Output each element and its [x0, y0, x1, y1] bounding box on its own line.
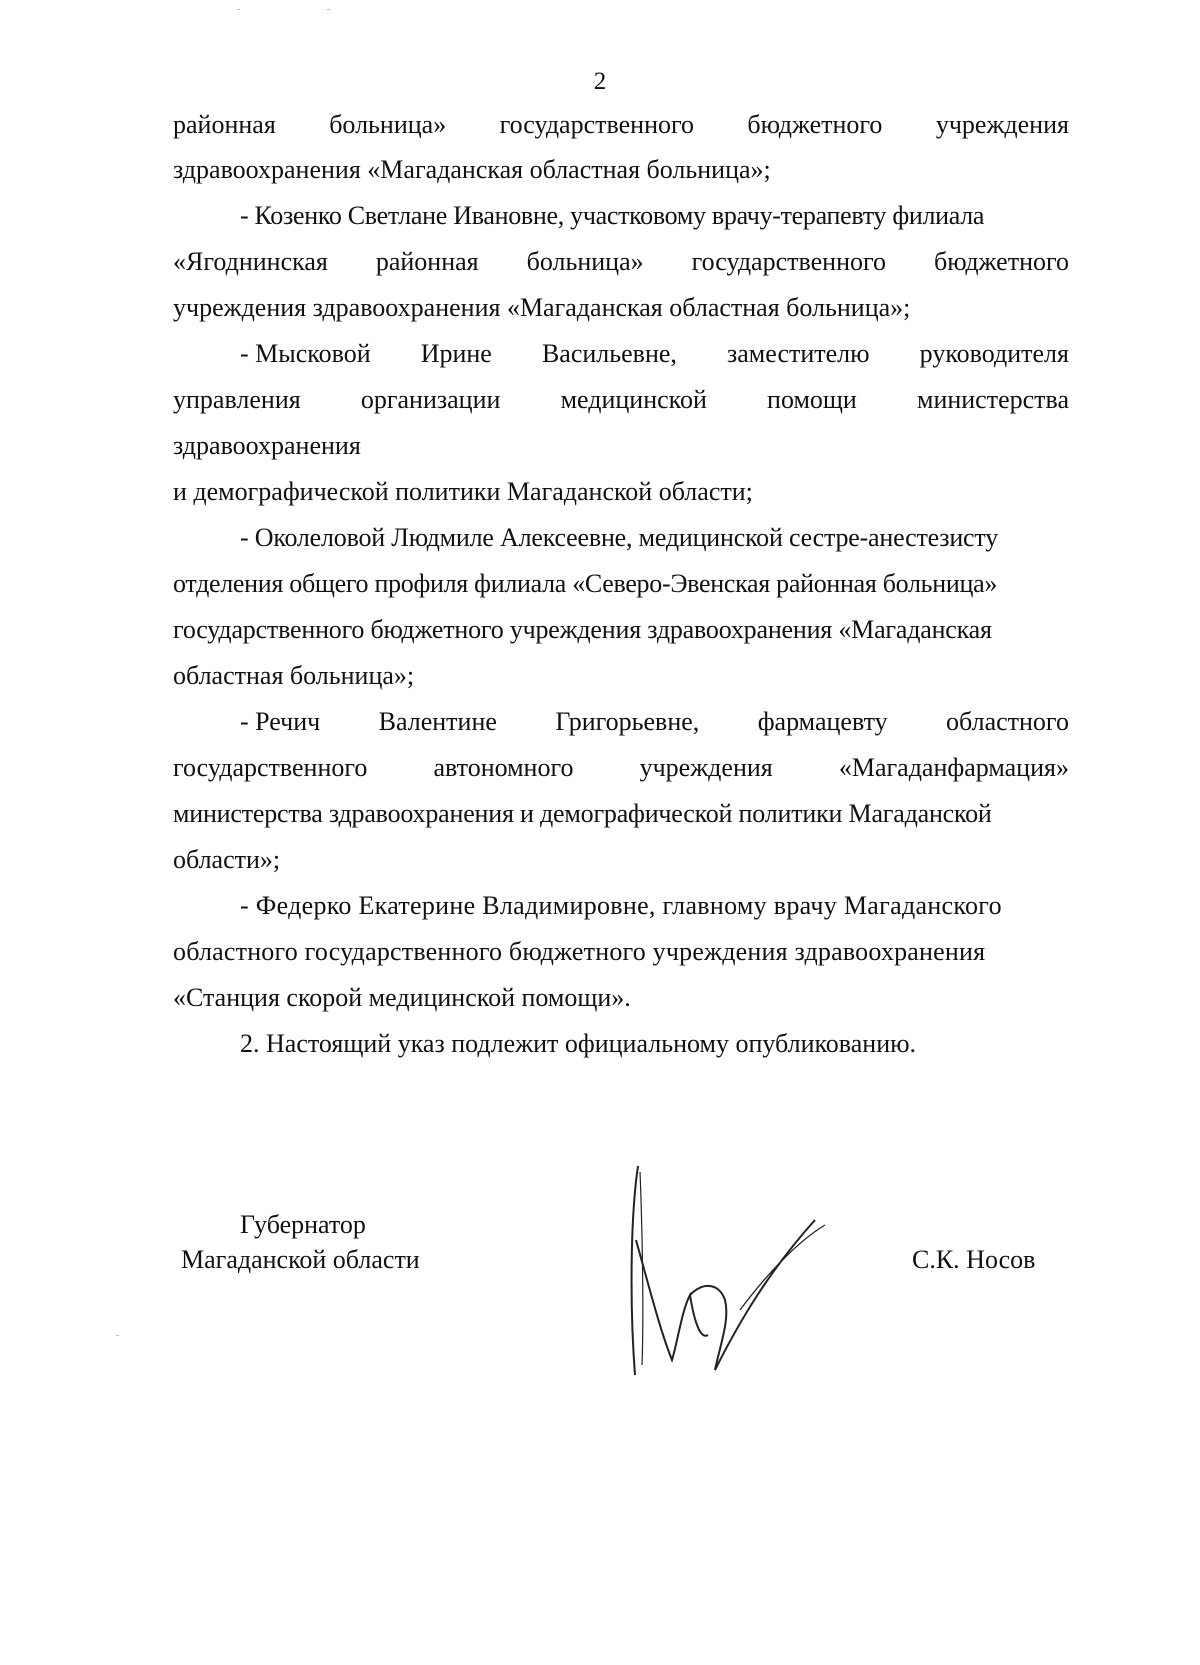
- word: - Мысковой: [240, 339, 371, 368]
- text-line: министерства здравоохранения и демографической политики Магаданской: [173, 799, 992, 828]
- text-line: [173, 249, 1069, 275]
- text-line: областного государственного бюджетного учреждения здравоохранения: [173, 937, 986, 966]
- signatory-title: [240, 1212, 366, 1238]
- word: заместителю: [727, 339, 870, 368]
- signatory-name: С.К. Носов: [912, 1245, 1036, 1274]
- word: организации: [360, 385, 501, 414]
- text-line: 2. Настоящий указ подлежит официальному опубликованию.: [240, 1029, 917, 1058]
- word: бюджетного: [933, 247, 1069, 276]
- text-line: [173, 387, 1069, 413]
- word: государственного: [173, 753, 368, 782]
- signatory-title: [181, 1247, 420, 1273]
- word: областного: [946, 707, 1069, 736]
- word: районная: [375, 247, 479, 276]
- word: министерства: [916, 385, 1069, 414]
- text-line: здравоохранения «Магаданская областная больница»;: [173, 155, 771, 184]
- text-line: отделения общего профиля филиала «Северо-Эвенская районная больница»: [173, 569, 998, 598]
- scan-dot: [237, 9, 240, 10]
- text-line: области»;: [173, 845, 281, 874]
- word: медицинской: [560, 385, 707, 414]
- text-line: - Козенко Светлане Ивановне, участковому врачу-терапевту филиала: [240, 201, 985, 230]
- text-line: здравоохранения: [173, 431, 361, 460]
- text-line: «Станция скорой медицинской помощи».: [173, 983, 631, 1012]
- scan-dot: [327, 9, 330, 10]
- word: фармацевту: [757, 707, 888, 736]
- text-line: - Околеловой Людмиле Алексеевне, медицинской сестре-анестезисту: [240, 523, 999, 552]
- signatory-title-line: Магаданской области: [181, 1245, 420, 1274]
- word: Валентине: [378, 707, 497, 736]
- word: управления: [173, 385, 301, 414]
- word: государственного: [691, 247, 886, 276]
- word: Григорьевне,: [555, 707, 700, 736]
- text-line: [173, 755, 1069, 781]
- signatory-title-line: Губернатор: [240, 1210, 366, 1239]
- text-line: и демографической политики Магаданской области;: [173, 477, 753, 506]
- text-line: [240, 709, 1069, 735]
- handwritten-signature: [620, 1160, 850, 1380]
- page-number: 2: [593, 68, 607, 95]
- word: учреждения: [639, 753, 773, 782]
- scan-dot: [116, 1335, 119, 1336]
- word: бюджетного: [747, 110, 883, 139]
- word: учреждения: [935, 110, 1069, 139]
- word: помощи: [767, 385, 857, 414]
- word: «Ягоднинская: [173, 247, 328, 276]
- text-line: учреждения здравоохранения «Магаданская областная больница»;: [173, 293, 911, 322]
- word: «Магаданфармация»: [838, 753, 1069, 782]
- word: - Речич: [240, 707, 321, 736]
- word: больница»: [329, 110, 447, 139]
- word: Ирине: [420, 339, 492, 368]
- word: районная: [173, 110, 276, 139]
- word: больница»: [526, 247, 644, 276]
- text-line: государственного бюджетного учреждения здравоохранения «Магаданская: [173, 615, 992, 644]
- word: Васильевне,: [541, 339, 677, 368]
- text-line: [173, 112, 1069, 138]
- text-line: [240, 341, 1069, 367]
- text-line: областная больница»;: [173, 661, 415, 690]
- word: руководителя: [919, 339, 1069, 368]
- text-line: - Федерко Екатерине Владимировне, главному врачу Магаданского: [240, 891, 1002, 920]
- word: автономного: [433, 753, 574, 782]
- word: государственного: [499, 110, 694, 139]
